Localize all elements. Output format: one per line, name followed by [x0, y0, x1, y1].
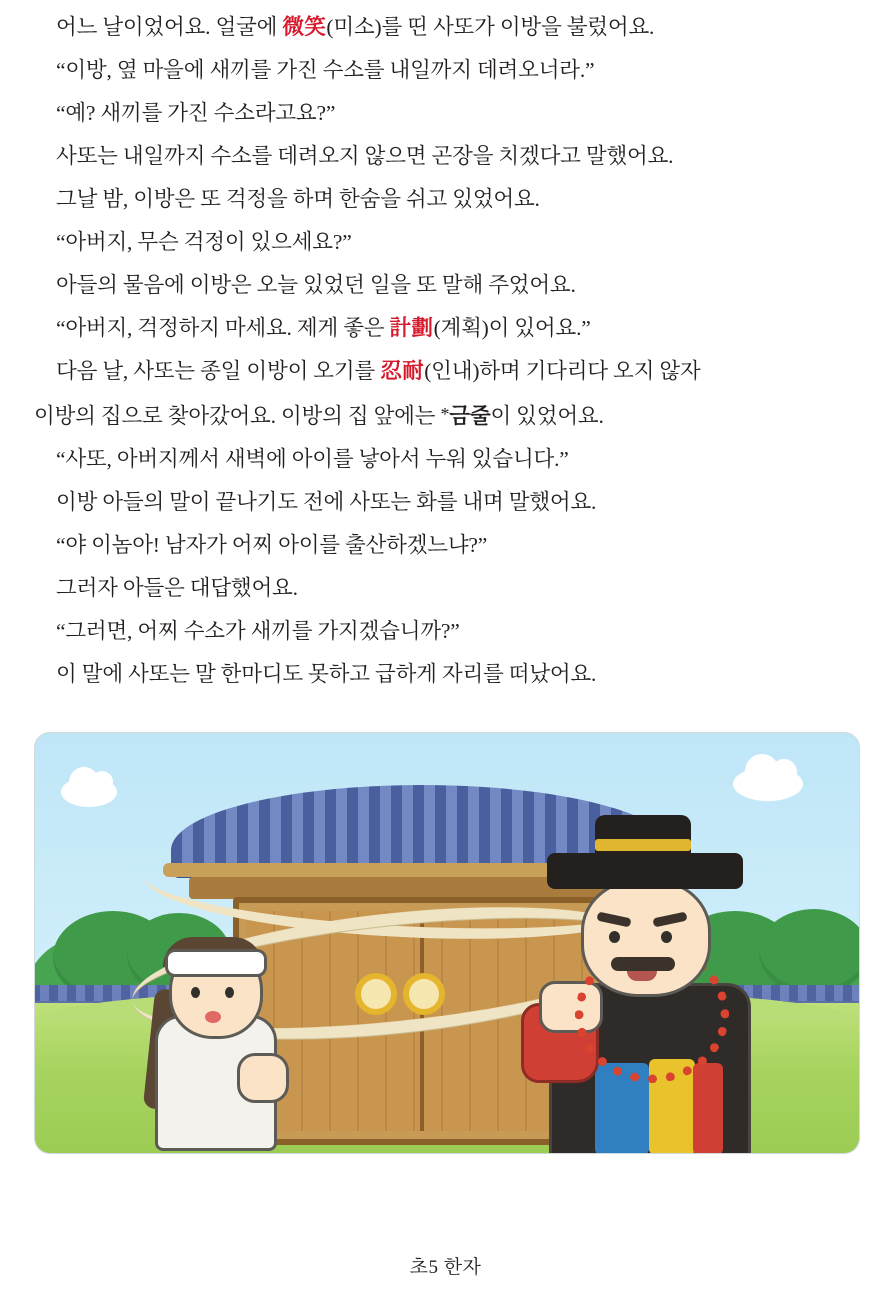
magistrate-mustache	[611, 957, 675, 971]
story-line	[34, 481, 857, 524]
story-line	[34, 221, 857, 264]
story-line	[34, 567, 857, 610]
story-text: (계획)이 있어요.”	[433, 316, 591, 340]
magistrate-eye	[661, 931, 672, 943]
story-line	[34, 135, 857, 178]
story-line	[34, 653, 857, 696]
magistrate-mouth	[627, 971, 657, 981]
story-text: 이 있었어요.	[490, 404, 604, 428]
boy-hands	[237, 1053, 289, 1103]
story-line	[34, 92, 857, 135]
story-text: “사또, 아버지께서 새벽에 아이를 낳아서 누워 있습니다.”	[56, 447, 569, 471]
page-caption: 초5 한자	[409, 1257, 482, 1278]
footnote-marker: *	[440, 404, 450, 424]
magistrate-hat-band	[595, 839, 691, 851]
story-text: “예? 새끼를 가진 수소라고요?”	[56, 101, 336, 125]
story-line	[34, 264, 857, 307]
story-line	[34, 610, 857, 653]
story-line	[34, 178, 857, 221]
story-text: 그러자 아들은 대답했어요.	[56, 576, 298, 600]
cloud-icon	[63, 779, 115, 805]
magistrate-eye	[609, 931, 620, 943]
boy-headband	[165, 949, 267, 977]
hanja-term: 忍耐	[380, 359, 425, 383]
boy-mouth	[205, 1011, 221, 1023]
story-text: (인내)하며 기다리다 오지 않자	[424, 359, 701, 383]
story-text: “그러면, 어찌 수소가 새끼를 가지겠습니까?”	[56, 619, 460, 643]
story-text: 다음 날, 사또는 종일 이방이 오기를	[56, 359, 381, 383]
story-text: 이방의 집으로 찾아갔어요. 이방의 집 앞에는	[34, 404, 441, 428]
story-text: “야 이놈아! 남자가 어찌 아이를 출산하겠느냐?”	[56, 533, 488, 557]
keyword-term: 금줄	[449, 404, 491, 428]
story-text: 이방 아들의 말이 끝나기도 전에 사또는 화를 내며 말했어요.	[56, 490, 597, 514]
illustration	[34, 732, 858, 1152]
story-text: 어느 날이었어요. 얼굴에	[56, 15, 283, 39]
story-line	[34, 49, 857, 92]
hanja-term: 計劃	[389, 316, 434, 340]
story-line	[34, 438, 857, 481]
character-boy	[139, 929, 289, 1145]
story-line	[34, 6, 857, 49]
story-text: “아버지, 걱정하지 마세요. 제게 좋은	[56, 316, 390, 340]
story-text: 사또는 내일까지 수소를 데려오지 않으면 곤장을 치겠다고 말했어요.	[56, 144, 674, 168]
character-magistrate	[527, 853, 777, 1153]
story-line	[34, 524, 857, 567]
story-line	[34, 307, 857, 350]
story-line	[34, 393, 857, 438]
story-text: 이 말에 사또는 말 한마디도 못하고 급하게 자리를 떠났어요.	[56, 662, 597, 686]
hanja-term: 微笑	[282, 15, 327, 39]
story-line	[34, 350, 857, 393]
illustration-canvas	[34, 732, 860, 1154]
story-text: 아들의 물음에 이방은 오늘 있었던 일을 또 말해 주었어요.	[56, 273, 576, 297]
story-text: “아버지, 무슨 걱정이 있으세요?”	[56, 230, 352, 254]
story-text: “이방, 옆 마을에 새끼를 가진 수소를 내일까지 데려오너라.”	[56, 58, 595, 82]
story-text: (미소)를 띤 사또가 이방을 불렀어요.	[326, 15, 655, 39]
boy-eye	[191, 987, 200, 998]
boy-eye	[225, 987, 234, 998]
magistrate-robe-red	[693, 1063, 723, 1154]
cloud-icon	[735, 769, 801, 799]
story-text: 그날 밤, 이방은 또 걱정을 하며 한숨을 쉬고 있었어요.	[56, 187, 540, 211]
